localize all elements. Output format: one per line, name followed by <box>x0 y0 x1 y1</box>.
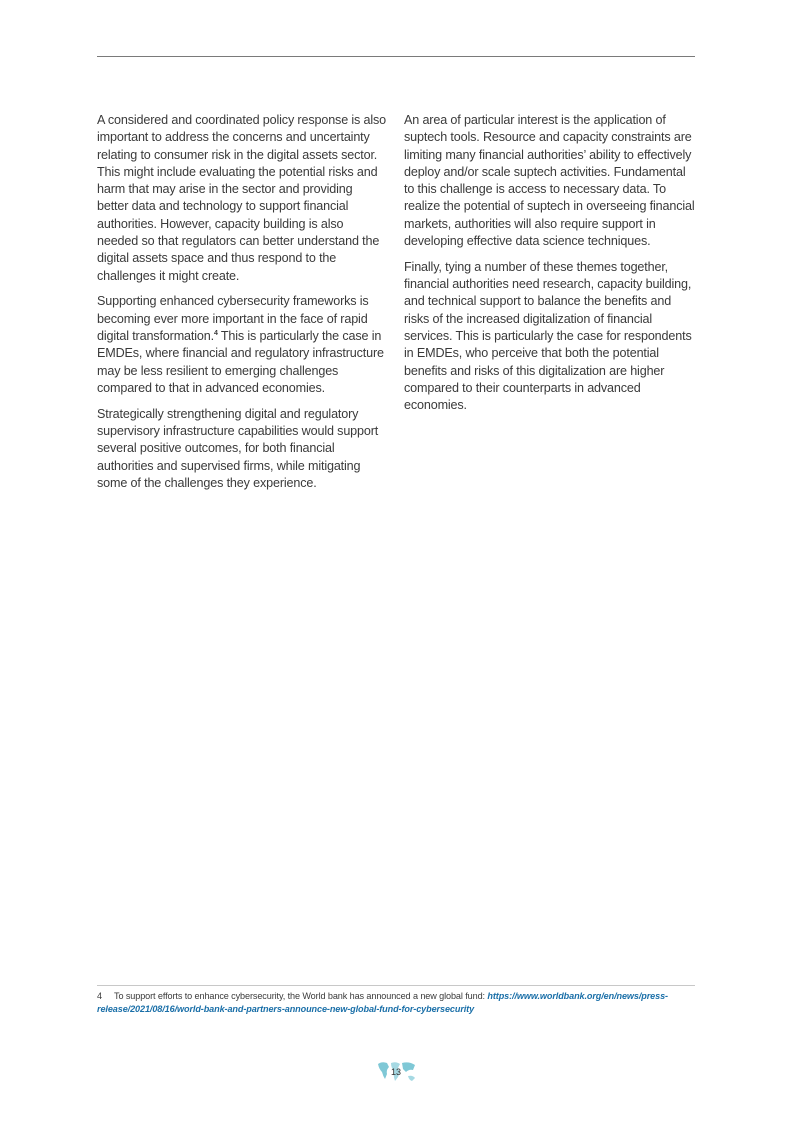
paragraph-infrastructure: Strategically strengthening digital and regulatory supervisory infrastructure capabilities would support several positive outcomes, for both financial authorities and supervised firms, while mitigating some of the challenges they experience. <box>97 406 379 490</box>
top-rule <box>97 56 695 57</box>
paragraph-consumer-risk: A considered and coordinated policy response is also important to address the concerns and uncertainty relating to consumer risk in the digital assets sector. This might include evaluating the potential risks and harm that may arise in the sector and providing better data and technology to support financial authorities. However, capacity building is also needed so that regulators can better understand the digital assets space and thus respond to the challenges it might create. <box>97 113 387 283</box>
paragraph-cybersecurity-continuation: This is particularly the case in EMDEs, where financial and regulatory infrastructure may be less resilient to emerging challenges compared to that in advanced economies. <box>97 329 384 395</box>
page-number: 13 <box>390 1067 401 1077</box>
paragraph-suptech: An area of particular interest is the application of suptech tools. Resource and capacity constraints are limiting many financial authorities’ ability to effectively deploy and/or scale suptech activities. Fundamental to this challenge is access to necessary data. To realize the potential of suptech in overseeing financial markets, authorities will also require support in developing effective data science techniques. <box>404 113 695 249</box>
footnote-link[interactable]: https://www.worldbank.org/en/news/press-release/2021/08/16/world-bank-and-partners-announce-new-global-fund-for-cybersecurity <box>97 991 668 1014</box>
footnote-rule <box>97 985 695 986</box>
left-column <box>97 112 387 501</box>
footnote-text: To support efforts to enhance cybersecurity, the World bank has announced a new global fund: <box>114 991 488 1001</box>
footnote-number: 4 <box>97 991 102 1001</box>
paragraph-themes: Finally, tying a number of these themes together, financial authorities need research, capacity building, and technical support to balance the benefits and risks of the increased digitalization of financial services. This is particularly the case for respondents in EMDEs, who perceive that both the potential benefits and risks of this digitalization are higher compared to their counterparts in advanced economies. <box>404 259 692 413</box>
map-continent-oceania <box>408 1076 415 1081</box>
paragraph-cybersecurity-text: Supporting enhanced cybersecurity frameworks is becoming ever more important in the face of rapid digital transformation. <box>97 294 369 344</box>
footnote <box>97 990 697 1016</box>
footnote-reference[interactable]: 4 <box>213 329 218 337</box>
paragraph-cybersecurity <box>97 293 387 397</box>
right-column <box>404 112 696 423</box>
